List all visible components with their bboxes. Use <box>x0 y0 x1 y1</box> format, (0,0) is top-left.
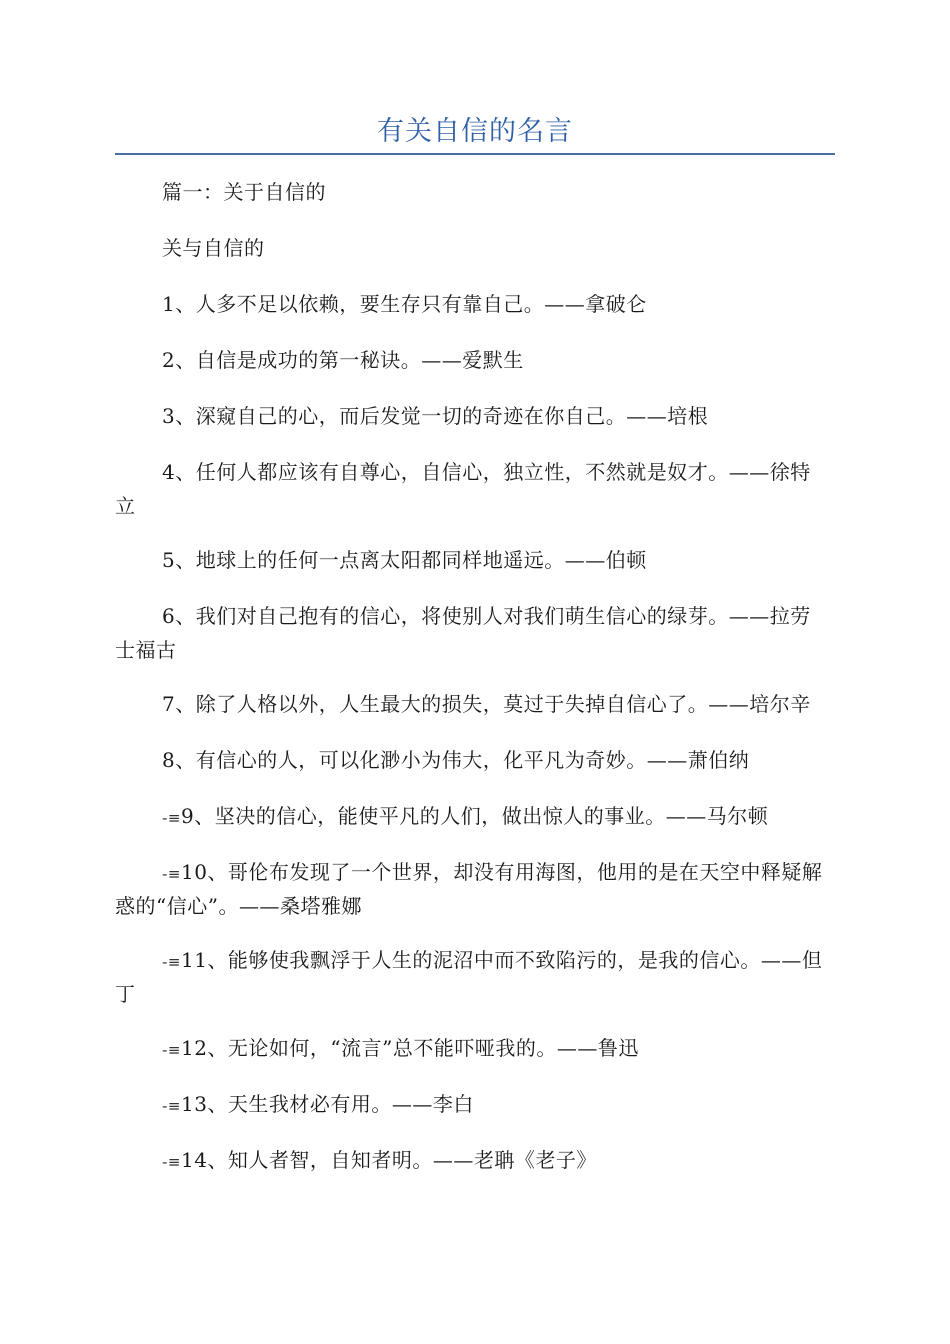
paragraph-text: 10、哥伦布发现了一个世界，却没有用海图，他用的是在天空中释疑解惑的“信心”。——桑塔雅娜 <box>115 860 823 918</box>
quote-paragraph <box>115 400 831 434</box>
quote-paragraph <box>115 456 831 522</box>
quote-paragraph <box>115 944 831 1010</box>
document-title: 有关自信的名言 <box>377 116 573 147</box>
paragraph-text: 1、人多不足以依赖，要生存只有靠自己。——拿破仑 <box>162 292 647 316</box>
paragraph-prefix: -≡ <box>162 1097 181 1115</box>
paragraph-prefix: -≡ <box>162 809 181 827</box>
paragraph-text: 13、天生我材必有用。——李白 <box>180 1092 474 1116</box>
paragraph-text: 关与自信的 <box>162 236 265 260</box>
paragraph-text: 3、深窥自己的心，而后发觉一切的奇迹在你自己。——培根 <box>162 404 709 428</box>
quote-paragraph <box>115 688 831 722</box>
paragraph-prefix: -≡ <box>162 1153 181 1171</box>
quote-paragraph <box>115 600 831 666</box>
quote-paragraph <box>115 856 831 922</box>
title-underline <box>115 153 835 155</box>
quote-paragraph <box>115 544 831 578</box>
paragraph-text: 12、无论如何，“流言”总不能吓哑我的。——鲁迅 <box>180 1036 639 1060</box>
paragraph-text: 14、知人者智，自知者明。——老聃《老子》 <box>180 1148 597 1172</box>
paragraph-text: 篇一：关于自信的 <box>162 180 326 204</box>
quote-paragraph <box>115 1032 831 1066</box>
paragraph-prefix: -≡ <box>162 953 181 971</box>
paragraph-text: 11、能够使我飘浮于人生的泥沼中而不致陷污的，是我的信心。——但丁 <box>115 948 823 1006</box>
quote-paragraph <box>115 1088 831 1122</box>
quote-paragraph <box>115 800 831 834</box>
paragraph-text: 6、我们对自己抱有的信心，将使别人对我们萌生信心的绿芽。——拉劳士福古 <box>115 604 811 662</box>
quote-paragraph <box>115 1144 831 1178</box>
paragraph-prefix: -≡ <box>162 1041 181 1059</box>
paragraph-text: 5、地球上的任何一点离太阳都同样地遥远。——伯顿 <box>162 548 647 572</box>
quote-paragraph <box>115 288 831 322</box>
paragraph <box>115 232 831 266</box>
document-body <box>115 176 831 1200</box>
paragraph <box>115 176 831 210</box>
paragraph-text: 7、除了人格以外，人生最大的损失，莫过于失掉自信心了。——培尔辛 <box>162 692 811 716</box>
paragraph-text: 4、任何人都应该有自尊心，自信心，独立性，不然就是奴才。——徐特立 <box>115 460 811 518</box>
quote-paragraph <box>115 344 831 378</box>
paragraph-prefix: -≡ <box>162 865 181 883</box>
quote-paragraph <box>115 744 831 778</box>
paragraph-text: 9、坚决的信心，能使平凡的人们，做出惊人的事业。——马尔顿 <box>180 804 769 828</box>
paragraph-text: 2、自信是成功的第一秘诀。——爱默生 <box>162 348 524 372</box>
paragraph-text: 8、有信心的人，可以化渺小为伟大，化平凡为奇妙。——萧伯纳 <box>162 748 750 772</box>
